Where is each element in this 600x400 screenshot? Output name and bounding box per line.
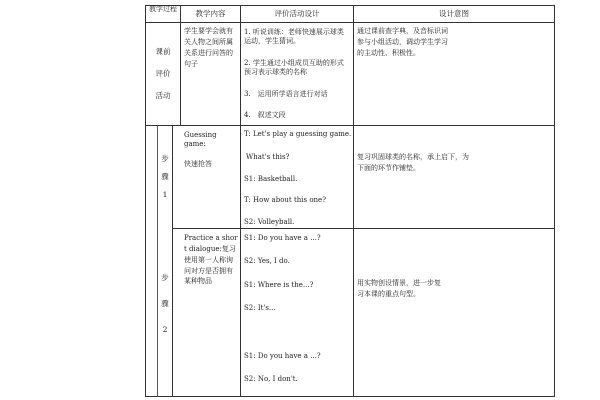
- step2-dialogue-line: S2: It's...: [244, 304, 276, 313]
- preclass-intent: 通过课前查字典，及音标识词参与小组活动，调动学生学习的主动性、积极性。: [357, 27, 448, 57]
- step1-dialogue-line: What's this?: [246, 153, 290, 162]
- preclass-label-line: 课前: [155, 47, 171, 56]
- step2-label-line: 骤: [161, 299, 169, 308]
- table-top-border: [145, 5, 555, 6]
- step1-content-line: 快速抢答: [184, 159, 212, 168]
- preclass-design: [244, 28, 350, 121]
- preclass-label: [146, 46, 180, 102]
- step2-intent: 用实物创设情景，进一步复习本课的重点句型。: [357, 279, 441, 298]
- preclass-design-item: 3. 运用所学语言进行对话: [244, 89, 328, 98]
- step-label-divider: [172, 125, 173, 397]
- header-bottom-border: [145, 22, 555, 23]
- table-bottom-border: [145, 396, 555, 397]
- step1-dialogue-line: T: Let's play a guessing game.: [244, 130, 352, 138]
- step1-dialogue-line: S1: Basketball.: [244, 174, 298, 183]
- step1-dialogue-line: S2: Volleyball.: [244, 217, 295, 226]
- step2-dialogue: [244, 234, 352, 385]
- step1-label-line: 1: [162, 190, 168, 199]
- header-process: 教学过程: [149, 5, 177, 13]
- step1-bottom-border: [172, 228, 555, 229]
- step2-label-line: 步: [161, 273, 169, 282]
- step1-intent: 复习巩固球类的名称，承上启下，为下面的环节作铺垫。: [357, 153, 469, 172]
- preclass-label-line: 活动: [155, 91, 171, 100]
- content-column-divider: [240, 5, 241, 397]
- step2-dialogue-line: S1: Where is the...?: [244, 280, 314, 289]
- design-column-divider: [353, 5, 354, 397]
- process-column-divider: [180, 5, 181, 125]
- step2-dialogue-line: S1: Do you have a ...?: [244, 234, 321, 242]
- step2-dialogue-line: S2: Yes, I do.: [244, 257, 290, 266]
- step1-content: [184, 131, 240, 169]
- step2-label-line: 2: [162, 325, 168, 334]
- preclass-design-item: 2. 学生通过小组成员互助的形式预习表示球类的名称: [244, 58, 344, 77]
- step1-dialogue-line: T: How about this one?: [244, 196, 326, 205]
- step2-label: [158, 272, 172, 336]
- header-design: 评价活动设计: [274, 9, 320, 18]
- preclass-label-line: 评价: [155, 69, 171, 78]
- step1-label-line: 骤: [161, 172, 169, 181]
- step2-dialogue-line: S1: Do you have a ...?: [244, 351, 321, 360]
- step1-label: [158, 153, 172, 201]
- header-content: 教学内容: [195, 9, 226, 18]
- step1-dialogue: [244, 130, 352, 227]
- preclass-design-item: 1. 听说训练：老师快速展示球类运动，学生猜词。: [244, 28, 344, 46]
- step1-content-line: Guessing game:: [184, 131, 217, 149]
- header-intent: 设计意图: [439, 9, 469, 18]
- preclass-content: 学生要学会就有关人物之间所属关系进行问答的句子: [184, 27, 233, 68]
- step2-content: Practice a short dialogue:复习使用第一人称询问对方是否拥有某种物品: [184, 234, 238, 286]
- table-right-border: [554, 5, 555, 397]
- preclass-design-item: 4. 叙述文段: [244, 111, 286, 120]
- preclass-bottom-border: [145, 125, 555, 126]
- step1-label-line: 步: [161, 154, 169, 163]
- step2-dialogue-line: S2: No, I don't.: [244, 375, 298, 384]
